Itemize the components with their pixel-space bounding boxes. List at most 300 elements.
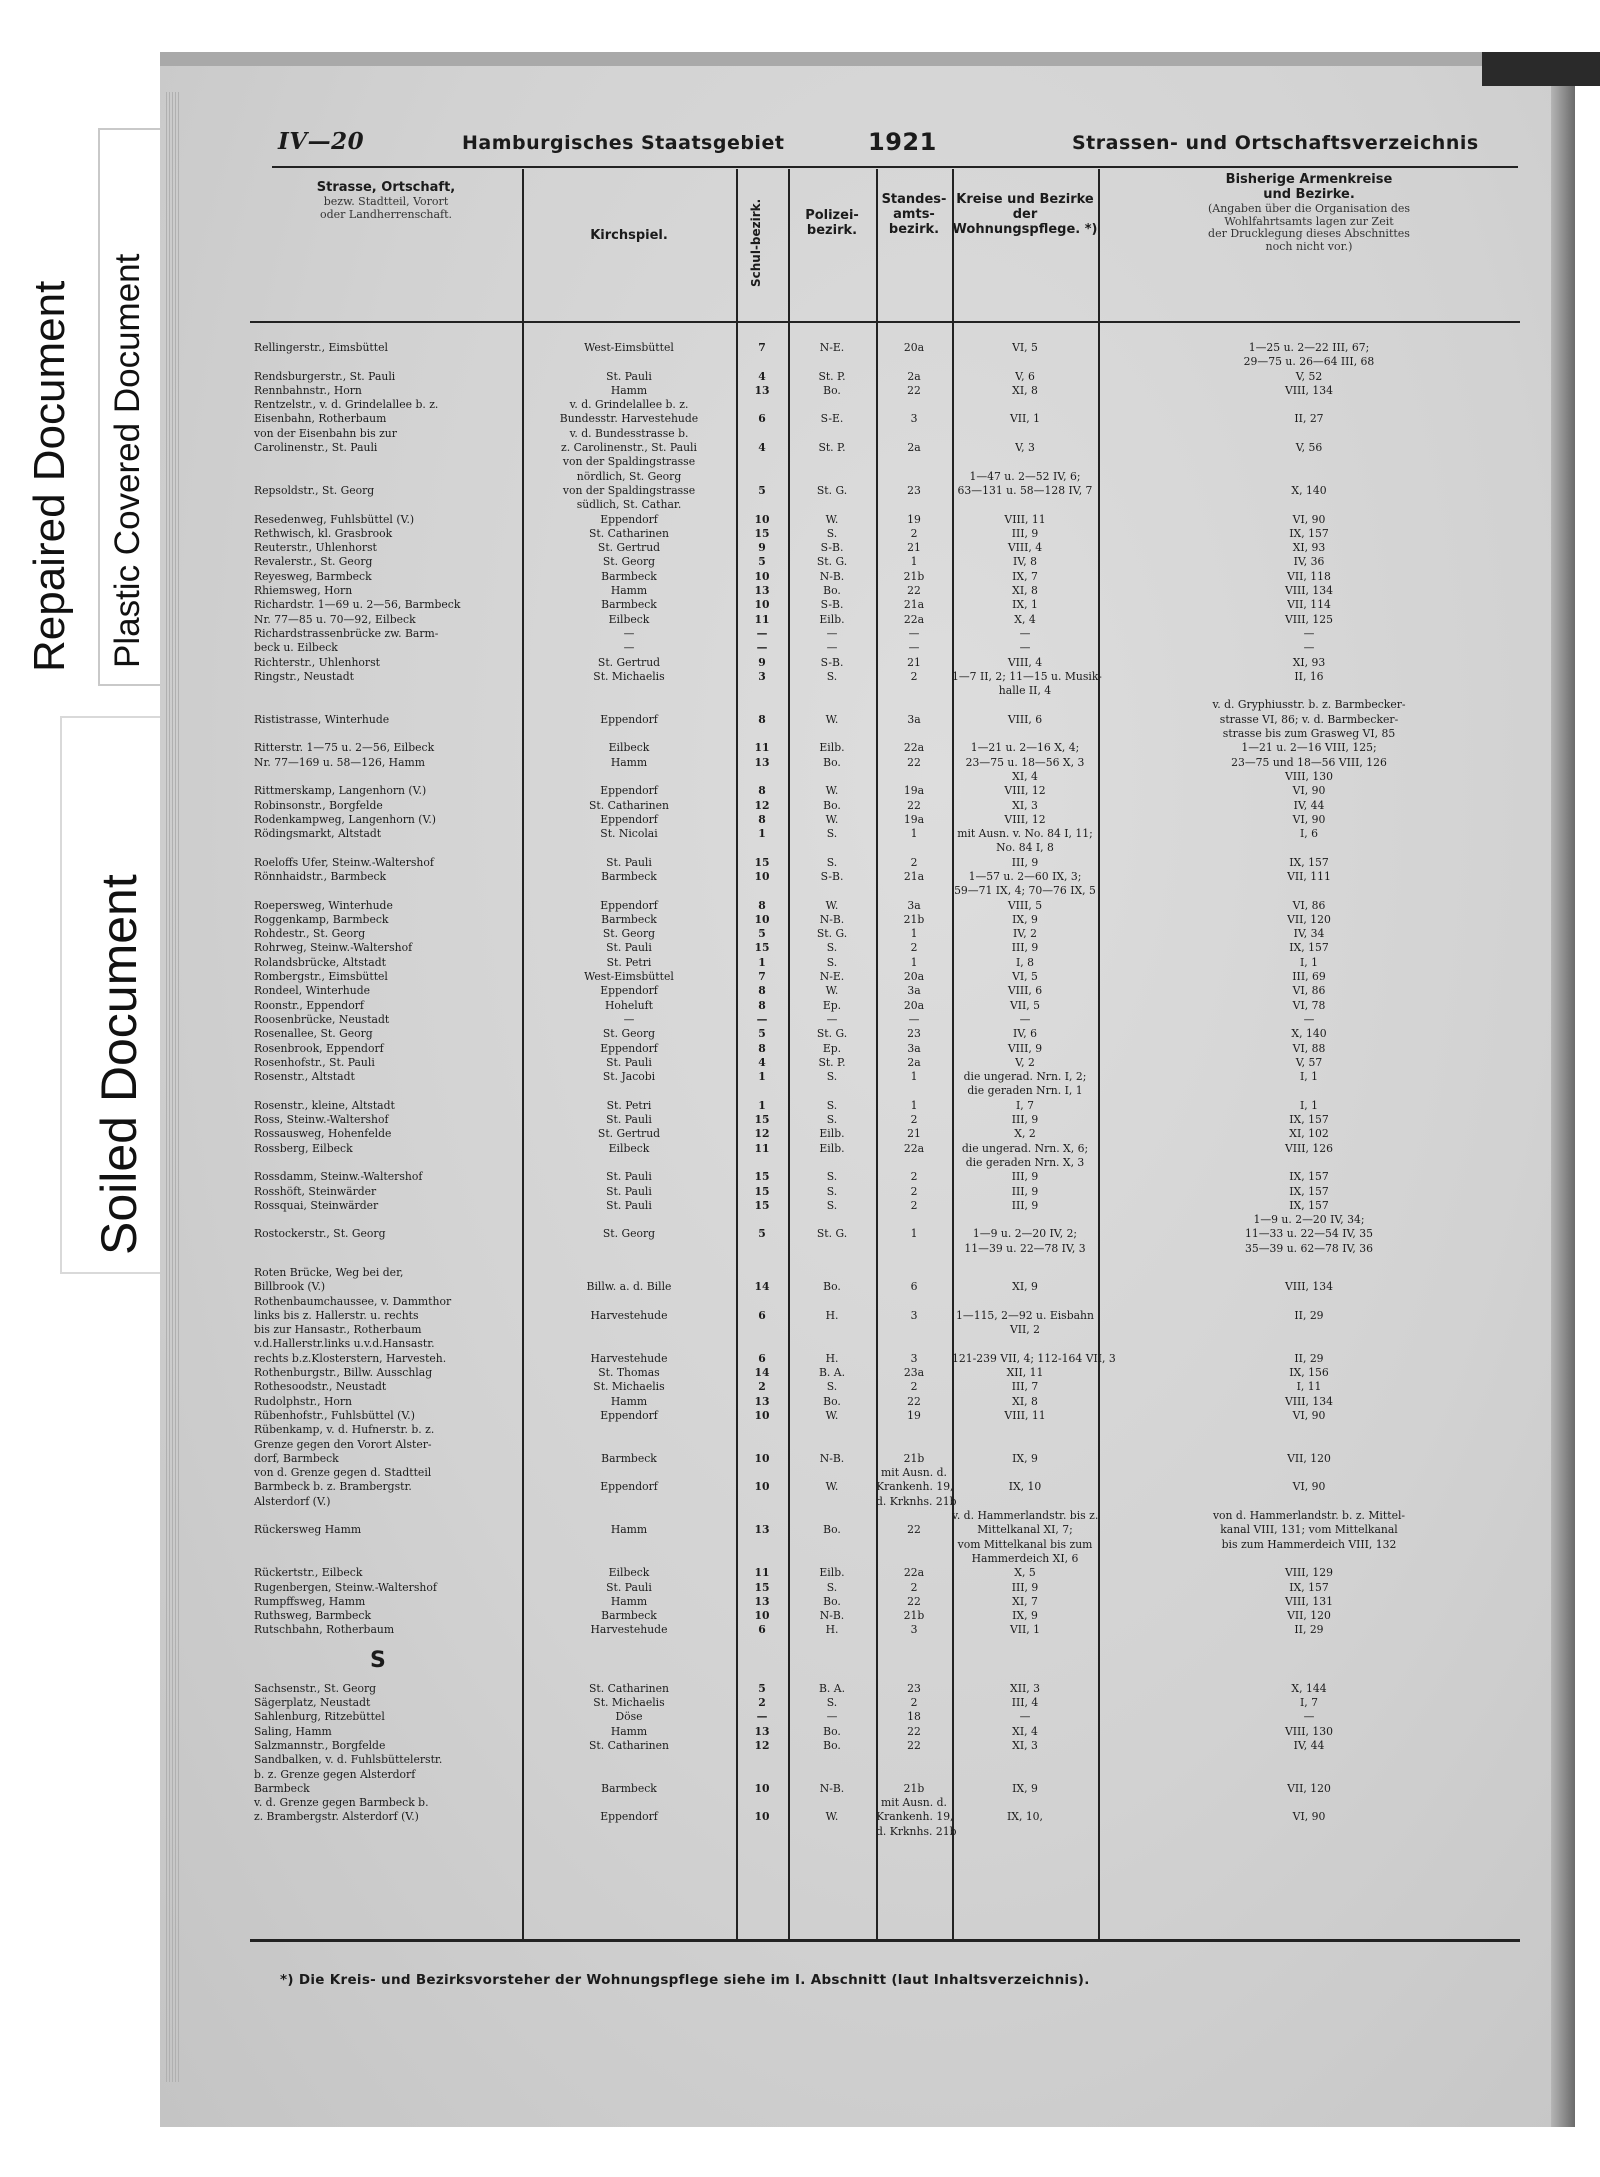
cell-kreise: III, 9 [1011, 855, 1039, 869]
cell-standesamt: 23a [903, 1366, 925, 1380]
cell-kreise: III, 9 [1011, 941, 1039, 955]
cell-street: Rossquai, Steinwärder [254, 1198, 379, 1212]
cell-kirchspiel: Hamm [610, 1724, 648, 1738]
cell-kreise: Mittelkanal XI, 7; [977, 1523, 1073, 1537]
cell-standesamt: 3a [907, 712, 921, 726]
table-row [250, 1156, 1520, 1170]
cell-kreise: 1—57 u. 2—60 IX, 3; [968, 869, 1082, 883]
standes-header-1: Standes- [881, 192, 947, 207]
cell-standesamt: 22 [907, 1594, 921, 1608]
table-row [250, 1581, 1520, 1595]
armen-header-2: und Bezirke. [1263, 186, 1355, 202]
cell-schulbezirk: 10 [754, 869, 770, 883]
cell-kirchspiel: — [623, 626, 635, 640]
cell-street: Rittmerskamp, Langenhorn (V.) [254, 784, 427, 798]
table-row [250, 1170, 1520, 1184]
cell-standesamt: 19 [907, 512, 921, 526]
cell-standesamt: 3a [907, 984, 921, 998]
cell-polizei: Bo. [823, 755, 841, 769]
cell-armenkreise: VII, 120 [1287, 1781, 1331, 1795]
cell-street: Carolinenstr., St. Pauli [254, 441, 378, 455]
cell-kirchspiel: Hamm [610, 1394, 648, 1408]
cell-polizei: S. [826, 1380, 838, 1394]
cell-schulbezirk: 5 [758, 483, 766, 497]
table-row [250, 370, 1520, 384]
table-row [250, 1566, 1520, 1580]
cell-armenkreise: VIII, 129 [1284, 1566, 1334, 1580]
cell-street: Rossberg, Eilbeck [254, 1141, 353, 1155]
cell-polizei: W. [825, 512, 839, 526]
cell-kirchspiel: St. Georg [602, 555, 656, 569]
rows-group-s [250, 1682, 1520, 1839]
table-row [250, 1113, 1520, 1127]
cell-polizei: S. [826, 827, 838, 841]
rows-group-r2 [250, 1266, 1520, 1638]
cell-street: Rückertstr., Eilbeck [254, 1566, 363, 1580]
cell-standesamt: 22 [907, 1523, 921, 1537]
cell-standesamt: 2 [910, 1380, 918, 1394]
cell-schulbezirk: — [756, 641, 768, 655]
cell-armenkreise: II, 29 [1294, 1623, 1324, 1637]
table-row [250, 1768, 1520, 1782]
table-row [250, 1438, 1520, 1452]
cell-armenkreise: X, 140 [1291, 483, 1327, 497]
cell-street: Richterstr., Uhlenhorst [254, 655, 380, 669]
cell-armenkreise: VIII, 134 [1284, 1394, 1334, 1408]
cell-street: Grenze gegen den Vorort Alster- [254, 1437, 432, 1451]
section-letter [250, 1638, 1520, 1682]
cell-polizei: Eilb. [819, 612, 845, 626]
table-row [250, 1213, 1520, 1227]
cell-street: Roepersweg, Winterhude [254, 898, 393, 912]
table-row [250, 1710, 1520, 1724]
cell-street: Resedenweg, Fuhlsbüttel (V.) [254, 512, 415, 526]
cell-kirchspiel: West-Eimsbüttel [584, 970, 674, 984]
cell-kreise: die geraden Nrn. X, 3 [965, 1155, 1085, 1169]
cell-standesamt: 3 [910, 1351, 918, 1365]
cell-standesamt: 19 [907, 1408, 921, 1422]
cell-polizei: Ep. [822, 1041, 842, 1055]
cell-polizei: N-B. [819, 912, 845, 926]
table-row [250, 1242, 1520, 1256]
cell-street: Roonstr., Eppendorf [254, 998, 364, 1012]
cell-armenkreise: VI, 78 [1292, 998, 1326, 1012]
armen-header-3: (Angaben über die Organisation des [1207, 201, 1411, 215]
cell-schulbezirk: 5 [758, 927, 766, 941]
column-header-standesamt [876, 193, 952, 238]
cell-street: Reyesweg, Barmbeck [254, 569, 372, 583]
cell-armenkreise: VIII, 125 [1284, 612, 1334, 626]
cell-standesamt: 21 [907, 1127, 921, 1141]
cell-standesamt: 22a [903, 1141, 925, 1155]
cell-standesamt: mit Ausn. d. [881, 1466, 947, 1480]
cell-street: Roosenbrücke, Neustadt [254, 1012, 390, 1026]
table-row [250, 656, 1520, 670]
table-row [250, 913, 1520, 927]
table-row [250, 1466, 1520, 1480]
header-bottom-rule [250, 321, 1520, 323]
cell-armenkreise: VI, 88 [1292, 1041, 1326, 1055]
cell-standesamt: 20a [903, 970, 925, 984]
cell-street: Sägerplatz, Neustadt [254, 1696, 371, 1710]
cell-kreise: VIII, 11 [1004, 1408, 1046, 1422]
cell-armenkreise: VII, 114 [1287, 598, 1331, 612]
cell-armenkreise: X, 144 [1291, 1681, 1327, 1695]
cell-street: Rothenbaumchaussee, v. Dammthor [254, 1294, 452, 1308]
cell-polizei: S. [826, 1113, 838, 1127]
cell-polizei: S. [826, 1098, 838, 1112]
scan-corner-shadow [1482, 52, 1600, 86]
cell-armenkreise: I, 1 [1300, 1070, 1318, 1084]
cell-street: Rethwisch, kl. Grasbrook [254, 526, 393, 540]
cell-kreise: XI, 7 [1012, 1594, 1038, 1608]
cell-kirchspiel: St. Gertrud [597, 655, 661, 669]
cell-kreise: XI, 8 [1012, 383, 1038, 397]
cell-polizei: Bo. [823, 1594, 841, 1608]
cell-schulbezirk: 7 [758, 341, 766, 354]
cell-kreise: VI, 5 [1012, 970, 1038, 984]
cell-street: Rodenkampweg, Langenhorn (V.) [254, 812, 437, 826]
cell-street: links bis z. Hallerstr. u. rechts [254, 1308, 419, 1322]
cell-kirchspiel: Eppendorf [600, 1480, 658, 1494]
cell-standesamt: 22 [907, 1724, 921, 1738]
cell-schulbezirk: 5 [758, 555, 766, 569]
cell-armenkreise: III, 69 [1292, 970, 1326, 984]
running-header [272, 126, 1522, 166]
cell-polizei: Ep. [822, 998, 842, 1012]
cell-kreise: vom Mittelkanal bis zum [957, 1537, 1093, 1551]
cell-polizei: S-B. [820, 655, 844, 669]
table-row [250, 1127, 1520, 1141]
cell-street: Roggenkamp, Barmbeck [254, 912, 389, 926]
cell-kreise: — [1019, 641, 1031, 655]
cell-standesamt: 21b [903, 1609, 925, 1623]
cell-street: Rückersweg Hamm [254, 1523, 362, 1537]
cell-kirchspiel: Eilbeck [608, 612, 650, 626]
cell-street: Billbrook (V.) [254, 1280, 326, 1294]
cell-kirchspiel: Barmbeck [601, 569, 657, 583]
cell-schulbezirk: 12 [754, 1738, 770, 1752]
cell-kreise: VIII, 12 [1004, 812, 1046, 826]
cell-kreise: VIII, 4 [1007, 655, 1043, 669]
cell-armenkreise: IX, 157 [1289, 1184, 1329, 1198]
cell-kirchspiel: nördlich, St. Georg [576, 469, 682, 483]
cell-schulbezirk: 13 [754, 755, 770, 769]
cell-schulbezirk: 10 [754, 569, 770, 583]
cell-kreise: I, 7 [1016, 1098, 1034, 1112]
table-row [250, 1796, 1520, 1810]
cell-kreise: VIII, 9 [1007, 1041, 1043, 1055]
table-row [250, 584, 1520, 598]
street-header-sub2: oder Landherrenschaft. [319, 207, 453, 221]
table-row [250, 1552, 1520, 1566]
cell-kreise: die ungerad. Nrn. X, 6; [961, 1141, 1089, 1155]
cell-street: Repsoldstr., St. Georg [254, 483, 375, 497]
cell-schulbezirk: 10 [754, 1480, 770, 1494]
cell-polizei: Eilb. [819, 741, 845, 755]
table-row [250, 770, 1520, 784]
cell-street: Richardstr. 1—69 u. 2—56, Barmbeck [254, 598, 461, 612]
cell-kreise: III, 9 [1011, 1580, 1039, 1594]
cell-standesamt: Krankenh. 19, [876, 1480, 954, 1494]
column-header-schulbezirk [736, 169, 788, 319]
cell-kreise: 121-239 VII, 4; 112-164 VII, 3 [952, 1351, 1116, 1365]
table-row [250, 441, 1520, 455]
directory-table [250, 169, 1520, 1959]
cell-armenkreise: VI, 90 [1292, 1408, 1326, 1422]
cell-kirchspiel: St. Pauli [606, 1198, 652, 1212]
cell-standesamt: 21b [903, 569, 925, 583]
cell-schulbezirk: 15 [754, 941, 770, 955]
cell-street: Rönnhaidstr., Barmbeck [254, 869, 387, 883]
cell-armenkreise: XI, 102 [1289, 1127, 1329, 1141]
cell-street: rechts b.z.Klosterstern, Harvesteh. [254, 1351, 447, 1365]
cell-polizei: N-B. [819, 1609, 845, 1623]
cell-street: Saling, Hamm [254, 1724, 332, 1738]
cell-kreise: IX, 10 [1008, 1480, 1042, 1494]
cell-armenkreise: IX, 157 [1289, 1170, 1329, 1184]
cell-armenkreise: VII, 118 [1287, 569, 1331, 583]
cell-armenkreise: IX, 157 [1289, 1580, 1329, 1594]
cell-polizei: Bo. [823, 1394, 841, 1408]
cell-schulbezirk: 8 [758, 784, 766, 798]
cell-kreise: VIII, 11 [1004, 512, 1046, 526]
cell-armenkreise: v. d. Gryphiusstr. b. z. Barmbecker- [1212, 698, 1406, 712]
cell-polizei: Bo. [823, 584, 841, 598]
armen-header-6: noch nicht vor.) [1265, 239, 1353, 253]
cell-armenkreise: — [1303, 626, 1315, 640]
cell-street: Ruthsweg, Barmbeck [254, 1609, 371, 1623]
cell-kreise: V, 2 [1015, 1055, 1035, 1069]
cell-standesamt: 22 [907, 1394, 921, 1408]
cell-kreise: 1—21 u. 2—16 X, 4; [970, 741, 1080, 755]
cell-armenkreise: VI, 90 [1292, 1810, 1326, 1824]
cell-schulbezirk: 8 [758, 712, 766, 726]
table-row [250, 1366, 1520, 1380]
cell-kreise: X, 4 [1014, 612, 1036, 626]
cell-armenkreise: 1—9 u. 2—20 IV, 34; [1253, 1213, 1365, 1227]
cell-armenkreise: VI, 90 [1292, 512, 1326, 526]
cell-kirchspiel: Eppendorf [600, 784, 658, 798]
street-header-title: Strasse, Ortschaft, [316, 180, 456, 195]
cell-armenkreise: V, 57 [1295, 1055, 1323, 1069]
table-row [250, 927, 1520, 941]
cell-schulbezirk: 15 [754, 1580, 770, 1594]
table-row [250, 1323, 1520, 1337]
cell-schulbezirk: 4 [758, 369, 766, 383]
cell-schulbezirk: 10 [754, 1609, 770, 1623]
cell-kreise: IX, 9 [1012, 1781, 1038, 1795]
cell-kirchspiel: Eppendorf [600, 1810, 658, 1824]
table-row [250, 1084, 1520, 1098]
table-row [250, 1810, 1520, 1824]
cell-kreise: IX, 9 [1012, 1451, 1038, 1465]
section-letter-s: S [370, 1647, 386, 1673]
cell-kreise: — [1019, 1012, 1031, 1026]
table-row [250, 541, 1520, 555]
kreise-header-3: Wohnungspflege. *) [952, 221, 1098, 237]
cell-standesamt: 1 [910, 1227, 918, 1241]
cell-armenkreise: IX, 157 [1289, 855, 1329, 869]
table-row [250, 1199, 1520, 1213]
cell-schulbezirk: 13 [754, 1523, 770, 1537]
table-row [250, 398, 1520, 412]
label-repaired-document: Repaired Document [25, 280, 74, 672]
cell-kirchspiel: Eppendorf [600, 1041, 658, 1055]
cell-schulbezirk: — [756, 626, 768, 640]
cell-kirchspiel: St. Nicolai [600, 827, 658, 841]
cell-street: Rosenhofstr., St. Pauli [254, 1055, 375, 1069]
cell-standesamt: 22a [903, 1566, 925, 1580]
table-row [250, 999, 1520, 1013]
cell-armenkreise: IV, 36 [1293, 555, 1325, 569]
cell-kirchspiel: St. Georg [602, 927, 656, 941]
cell-street: Roten Brücke, Weg bei der, [254, 1266, 404, 1279]
cell-standesamt: 3a [907, 1041, 921, 1055]
cell-standesamt: 2 [910, 855, 918, 869]
cell-schulbezirk: 11 [754, 1566, 770, 1580]
table-row [250, 741, 1520, 755]
cell-kirchspiel: St. Pauli [606, 369, 652, 383]
cell-schulbezirk: 1 [758, 1098, 766, 1112]
cell-armenkreise: — [1303, 641, 1315, 655]
cell-kreise: 23—75 u. 18—56 X, 3 [965, 755, 1085, 769]
cell-standesamt: 22 [907, 798, 921, 812]
cell-street: b. z. Grenze gegen Alsterdorf [254, 1767, 416, 1781]
cell-kirchspiel: St. Petri [606, 1098, 652, 1112]
cell-schulbezirk: 9 [758, 541, 766, 555]
cell-standesamt: 22 [907, 383, 921, 397]
table-row [250, 427, 1520, 441]
table-row [250, 1280, 1520, 1294]
cell-schulbezirk: 4 [758, 441, 766, 455]
cell-standesamt: d. Krknhs. 21b [876, 1494, 957, 1508]
cell-schulbezirk: 10 [754, 598, 770, 612]
cell-kreise: halle II, 4 [998, 684, 1052, 698]
cell-armenkreise: X, 140 [1291, 1027, 1327, 1041]
cell-street: Revalerstr., St. Georg [254, 555, 373, 569]
cell-kreise: mit Ausn. v. No. 84 I, 11; [957, 827, 1093, 841]
cell-polizei: S. [826, 1184, 838, 1198]
cell-standesamt: mit Ausn. d. [881, 1796, 947, 1810]
cell-armenkreise: I, 6 [1300, 827, 1318, 841]
cell-kirchspiel: Hamm [610, 584, 648, 598]
cell-armenkreise: VI, 90 [1292, 812, 1326, 826]
table-row [250, 1538, 1520, 1552]
cell-schulbezirk: 13 [754, 1594, 770, 1608]
cell-kirchspiel: St. Thomas [598, 1366, 660, 1380]
cell-polizei: Bo. [823, 383, 841, 397]
cell-street: Salzmannstr., Borgfelde [254, 1738, 386, 1752]
table-row [250, 412, 1520, 426]
cell-schulbezirk: 8 [758, 998, 766, 1012]
cell-armenkreise: VIII, 130 [1284, 1724, 1334, 1738]
cell-kreise: 63—131 u. 58—128 IV, 7 [957, 483, 1093, 497]
table-row [250, 756, 1520, 770]
table-row [250, 484, 1520, 498]
cell-schulbezirk: 3 [758, 669, 766, 683]
kreise-header-2: der [1012, 206, 1038, 222]
cell-polizei: N-E. [819, 341, 845, 354]
cell-schulbezirk: 5 [758, 1227, 766, 1241]
cell-standesamt: 3a [907, 898, 921, 912]
cell-standesamt: 2 [910, 1580, 918, 1594]
cell-polizei: N-B. [819, 1451, 845, 1465]
cell-standesamt: 19a [903, 784, 925, 798]
header-title: Hamburgisches Staatsgebiet [462, 132, 785, 154]
cell-kirchspiel: St. Jacobi [602, 1070, 656, 1084]
cell-polizei: St. P. [818, 369, 846, 383]
cell-kirchspiel: St. Pauli [606, 1055, 652, 1069]
cell-armenkreise: XI, 93 [1292, 541, 1326, 555]
cell-kreise: III, 9 [1011, 1113, 1039, 1127]
cell-polizei: Bo. [823, 1738, 841, 1752]
cell-schulbezirk: 10 [754, 1408, 770, 1422]
standes-header-2: amts- [893, 206, 935, 222]
cell-kreise: IX, 7 [1012, 569, 1038, 583]
cell-schulbezirk: 2 [758, 1380, 766, 1394]
cell-schulbezirk: 8 [758, 898, 766, 912]
cell-kirchspiel: St. Pauli [606, 1113, 652, 1127]
cell-street: Rosenallee, St. Georg [254, 1027, 373, 1041]
cell-polizei: Bo. [823, 1724, 841, 1738]
cell-street: v.d.Hallerstr.links u.v.d.Hansastr. [254, 1337, 435, 1351]
cell-kreise: No. 84 I, 8 [996, 841, 1054, 855]
table-row [250, 1042, 1520, 1056]
cell-street: Rübenhofstr., Fuhlsbüttel (V.) [254, 1408, 415, 1422]
cell-polizei: B. A. [818, 1366, 846, 1380]
cell-armenkreise: 1—25 u. 2—22 III, 67; [1248, 341, 1370, 354]
cell-polizei: St. G. [816, 483, 848, 497]
cell-schulbezirk: 6 [758, 1623, 766, 1637]
table-row [250, 384, 1520, 398]
cell-schulbezirk: — [756, 1012, 768, 1026]
cell-schulbezirk: 2 [758, 1696, 766, 1710]
cell-kirchspiel: Harvestehude [590, 1351, 668, 1365]
cell-polizei: W. [825, 784, 839, 798]
cell-polizei: S-B. [820, 869, 844, 883]
cell-standesamt: 1 [910, 927, 918, 941]
cell-polizei: H. [825, 1308, 839, 1322]
cell-kreise: VII, 2 [1009, 1323, 1041, 1337]
table-row [250, 1266, 1520, 1280]
cell-kreise: 11—39 u. 22—78 IV, 3 [964, 1241, 1086, 1255]
cell-polizei: S. [826, 955, 838, 969]
cell-schulbezirk: 10 [754, 1451, 770, 1465]
cell-schulbezirk: 13 [754, 383, 770, 397]
cell-standesamt: 3 [910, 412, 918, 426]
cell-armenkreise: IV, 44 [1293, 1738, 1325, 1752]
cell-street: Rhiemsweg, Horn [254, 584, 353, 598]
cell-schulbezirk: 6 [758, 412, 766, 426]
cell-polizei: — [826, 641, 838, 655]
cell-polizei: S. [826, 1696, 838, 1710]
cell-standesamt: 1 [910, 955, 918, 969]
cell-schulbezirk: 15 [754, 526, 770, 540]
table-row [250, 1509, 1520, 1523]
cell-street: Rombergstr., Eimsbüttel [254, 970, 388, 984]
cell-street: Rothenburgstr., Billw. Ausschlag [254, 1366, 433, 1380]
cell-kreise: IX, 9 [1012, 1609, 1038, 1623]
cell-street: Rugenbergen, Steinw.-Waltershof [254, 1580, 437, 1594]
cell-schulbezirk: 11 [754, 1141, 770, 1155]
armen-header-4: Wohlfahrtsamts lagen zur Zeit [1224, 214, 1394, 228]
cell-standesamt: 21a [903, 869, 925, 883]
cell-kirchspiel: St. Michaelis [593, 669, 665, 683]
cell-kirchspiel: v. d. Grindelallee b. z. [569, 398, 689, 412]
page-top-edge [160, 52, 1575, 66]
cell-kreise: 1—47 u. 2—52 IV, 6; [969, 469, 1081, 483]
